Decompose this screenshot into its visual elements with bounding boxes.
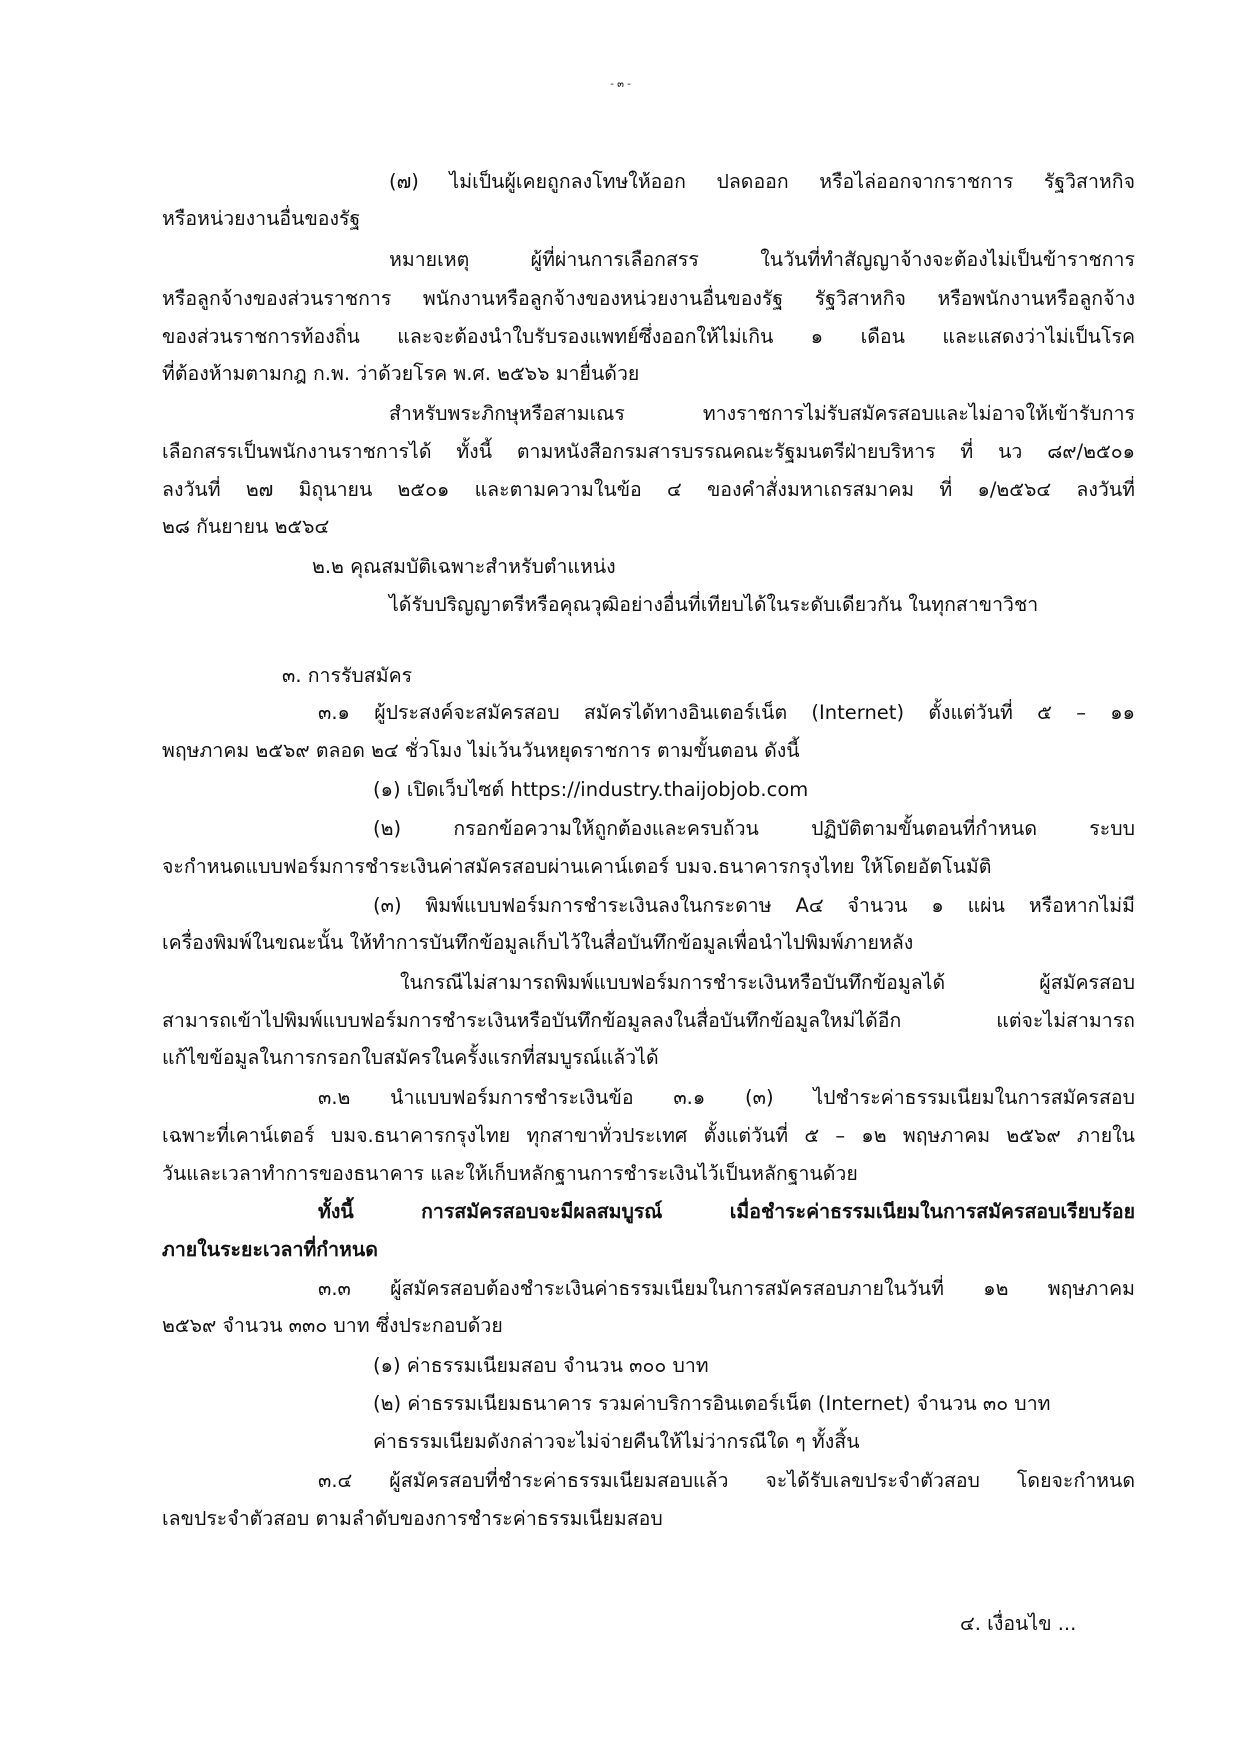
list-item-line: (๒) ค่าธรรมเนียมธนาคาร รวมค่าบริการอินเตอร์เน็ต (Internet) จำนวน ๓๐ บาท	[373, 1392, 1051, 1415]
section-heading: ๒.๒ คุณสมบัติเฉพาะสำหรับตำแหน่ง	[312, 555, 616, 578]
note-line: หรือลูกจ้างของส่วนราชการ พนักงานหรือลูกจ้างของหน่วยงานอื่นของรัฐ รัฐวิสาหกิจ หรือพนักงานหรือลูกจ้าง	[162, 287, 1135, 310]
paragraph-line: ๓.๓ ผู้สมัครสอบต้องชำระเงินค่าธรรมเนียมในการสมัครสอบภายในวันที่ ๑๒ พฤษภาคม	[318, 1277, 1135, 1300]
paragraph-line: ๓.๒ นำแบบฟอร์มการชำระเงินข้อ ๓.๑ (๓) ไปชำระค่าธรรมเนียมในการสมัครสอบ	[318, 1086, 1135, 1109]
paragraph-line: ๓.๔ ผู้สมัครสอบที่ชำระค่าธรรมเนียมสอบแล้ว จะได้รับเลขประจำตัวสอบ โดยจะกำหนด	[318, 1469, 1135, 1492]
list-item-line: (๑) ค่าธรรมเนียมสอบ จำนวน ๓๐๐ บาท	[373, 1354, 709, 1377]
paragraph-line: เฉพาะที่เคาน์เตอร์ บมจ.ธนาคารกรุงไทย ทุกสาขาทั่วประเทศ ตั้งแต่วันที่ ๕ – ๑๒ พฤษภาคม ๒๕๖๙ ภายใน	[162, 1124, 1135, 1147]
bold-note-line: ทั้งนี้ การสมัครสอบจะมีผลสมบูรณ์ เมื่อชำระค่าธรรมเนียมในการสมัครสอบเรียบร้อย	[318, 1200, 1135, 1223]
paragraph-line: ลงวันที่ ๒๗ มิถุนายน ๒๕๐๑ และตามความในข้อ ๔ ของคำสั่งมหาเถรสมาคม ที่ ๑/๒๕๖๔ ลงวันที่	[162, 478, 1135, 501]
paragraph-line: แก้ไขข้อมูลในการกรอกใบสมัครในครั้งแรกที่สมบูรณ์แล้วได้	[162, 1046, 659, 1069]
paragraph-line: ในกรณีไม่สามารถพิมพ์แบบฟอร์มการชำระเงินหรือบันทึกข้อมูลได้ ผู้สมัครสอบ	[400, 971, 1135, 994]
paragraph-line: หรือหน่วยงานอื่นของรัฐ	[162, 207, 361, 230]
note-line: ของส่วนราชการท้องถิ่น และจะต้องนำใบรับรองแพทย์ซึ่งออกให้ไม่เกิน ๑ เดือน และแสดงว่าไม่เป็นโรค	[162, 325, 1135, 348]
paragraph-line: ได้รับปริญญาตรีหรือคุณวุฒิอย่างอื่นที่เทียบได้ในระดับเดียวกัน ในทุกสาขาวิชา	[389, 593, 1039, 616]
list-item-line: (๑) เปิดเว็บไซต์ https://industry.thaijobjob.com	[373, 778, 809, 801]
paragraph-line: ๒๕๖๙ จำนวน ๓๓๐ บาท ซึ่งประกอบด้วย	[162, 1314, 503, 1337]
paragraph-line: (๗) ไม่เป็นผู้เคยถูกลงโทษให้ออก ปลดออก หรือไล่ออกจากราชการ รัฐวิสาหกิจ	[389, 170, 1135, 193]
paragraph-line: จะกำหนดแบบฟอร์มการชำระเงินค่าสมัครสอบผ่านเคาน์เตอร์ บมจ.ธนาคารกรุงไทย ให้โดยอัตโนมัติ	[162, 855, 992, 878]
page-number: - ๓ -	[610, 79, 631, 90]
paragraph-line: ๒๘ กันยายน ๒๕๖๔	[162, 515, 330, 538]
bold-note-line: ภายในระยะเวลาที่กำหนด	[162, 1238, 378, 1261]
paragraph-line: เครื่องพิมพ์ในขณะนั้น ให้ทำการบันทึกข้อมูลเก็บไว้ในสื่อบันทึกข้อมูลเพื่อนำไปพิมพ์ภายหลัง	[162, 931, 914, 954]
paragraph-line: สำหรับพระภิกษุหรือสามเณร ทางราชการไม่รับสมัครสอบและไม่อาจให้เข้ารับการ	[389, 402, 1135, 425]
paragraph-line: เลขประจำตัวสอบ ตามลำดับของการชำระค่าธรรมเนียมสอบ	[162, 1507, 663, 1530]
paragraph-line: ๓.๑ ผู้ประสงค์จะสมัครสอบ สมัครได้ทางอินเตอร์เน็ต (Internet) ตั้งแต่วันที่ ๕ – ๑๑	[318, 701, 1135, 724]
paragraph-line: เลือกสรรเป็นพนักงานราชการได้ ทั้งนี้ ตามหนังสือกรมสารบรรณคณะรัฐมนตรีฝ่ายบริหาร ที่ นว ๘๙/๒๕๐๑	[162, 440, 1135, 463]
list-item-line: (๒) กรอกข้อความให้ถูกต้องและครบถ้วน ปฏิบัติตามขั้นตอนที่กำหนด ระบบ	[373, 817, 1135, 840]
note-line: ที่ต้องห้ามตามกฎ ก.พ. ว่าด้วยโรค พ.ศ. ๒๕๖๖ มายื่นด้วย	[162, 362, 640, 385]
paragraph-line: ค่าธรรมเนียมดังกล่าวจะไม่จ่ายคืนให้ไม่ว่ากรณีใด ๆ ทั้งสิ้น	[373, 1430, 860, 1453]
continuation-marker: ๔. เงื่อนไข ...	[960, 1612, 1077, 1635]
note-line: หมายเหตุ ผู้ที่ผ่านการเลือกสรร ในวันที่ทำสัญญาจ้างจะต้องไม่เป็นข้าราชการ	[389, 248, 1135, 271]
paragraph-line: พฤษภาคม ๒๕๖๙ ตลอด ๒๔ ชั่วโมง ไม่เว้นวันหยุดราชการ ตามขั้นตอน ดังนี้	[162, 739, 800, 762]
list-item-line: (๓) พิมพ์แบบฟอร์มการชำระเงินลงในกระดาษ A๔ จำนวน ๑ แผ่น หรือหากไม่มี	[373, 894, 1135, 917]
section-heading: ๓. การรับสมัคร	[282, 664, 413, 687]
paragraph-line: วันและเวลาทำการของธนาคาร และให้เก็บหลักฐานการชำระเงินไว้เป็นหลักฐานด้วย	[162, 1162, 858, 1185]
paragraph-line: สามารถเข้าไปพิมพ์แบบฟอร์มการชำระเงินหรือบันทึกข้อมูลลงในสื่อบันทึกข้อมูลใหม่ได้อีก แต่จะไม่สามารถ	[162, 1009, 1135, 1032]
